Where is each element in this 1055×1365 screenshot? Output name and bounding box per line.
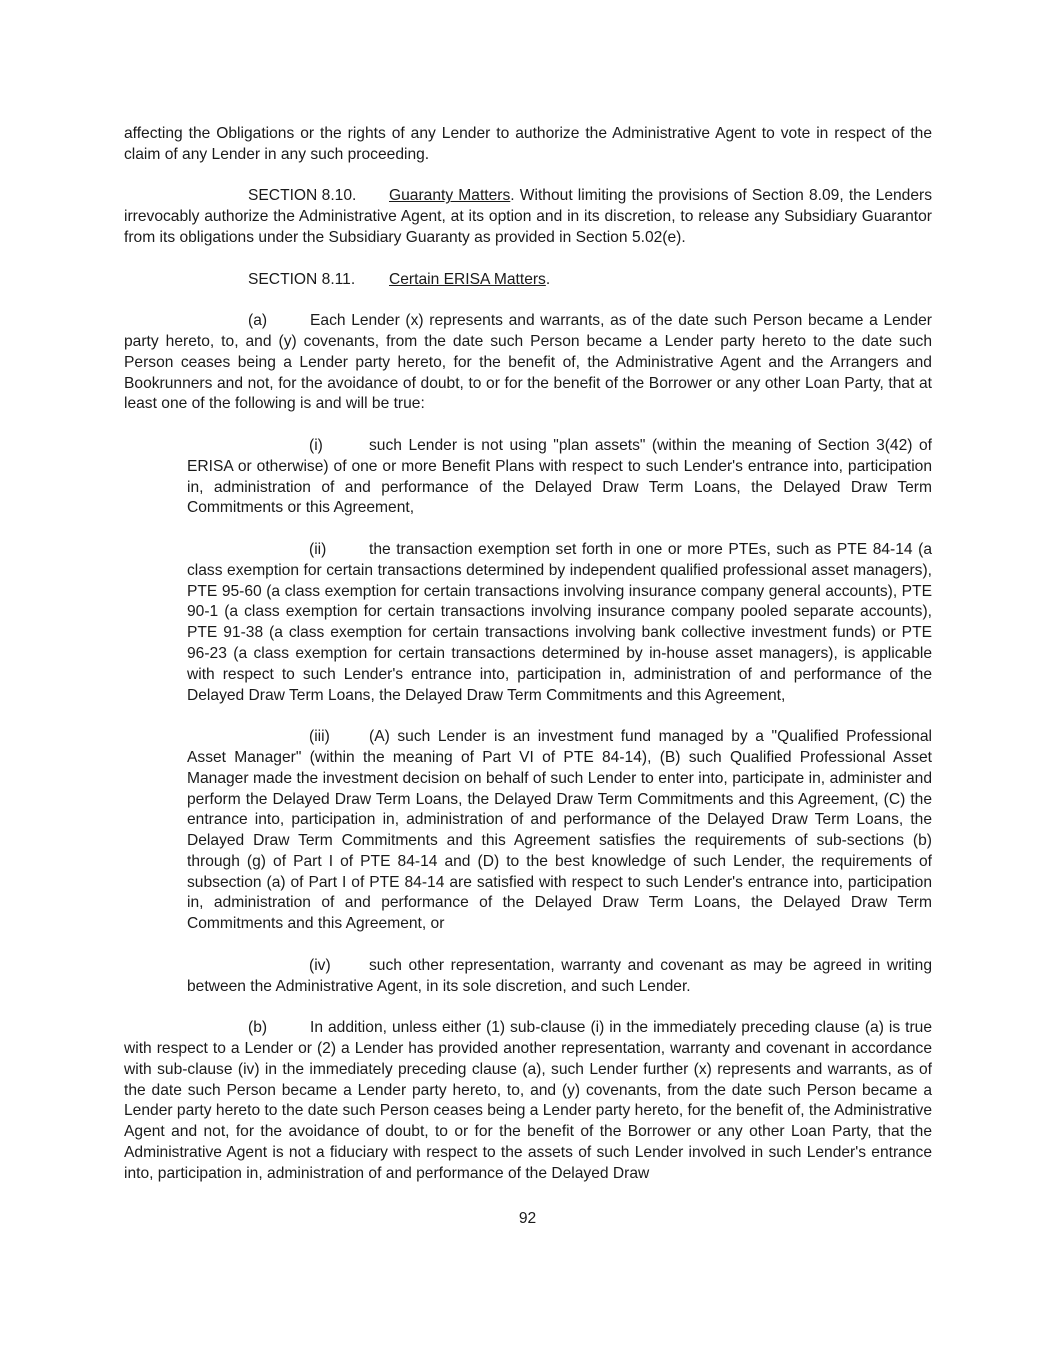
section-8-11-title-period: . (545, 270, 551, 288)
continuation-paragraph: affecting the Obligations or the rights of any Lender to authorize the Administrative Agent to vote in respect of the claim of any Lender in any such proceeding. (124, 125, 932, 163)
section-8-11-heading (124, 270, 932, 291)
paragraph-a-label: (a) (248, 312, 268, 330)
clause-iv-label: (iv) (309, 956, 331, 974)
clause-iii (187, 727, 932, 935)
section-8-11-title: Certain ERISA Matters (389, 270, 546, 288)
clause-i-label: (i) (309, 436, 323, 454)
clause-ii-label: (ii) (309, 540, 327, 558)
section-8-11-number: SECTION 8.11. (248, 270, 356, 288)
clause-ii (187, 540, 932, 706)
section-8-10-title: Guaranty Matters (389, 187, 511, 205)
document-body (124, 124, 932, 1185)
clause-i-text: such Lender is not using "plan assets" (within the meaning of Section 3(42) of ERISA or otherwise) of one or more Benefit Plans with respect to such Lender's entrance into, participation in, administration of and performance of the Delayed Draw Term Loans, the Delayed Draw Term Commitments or this Agreement, (187, 436, 932, 517)
clause-ii-text: the transaction exemption set forth in one or more PTEs, such as PTE 84-14 (a class exemption for certain transactions determined by independent qualified professional asset managers), PTE 95-60 (a class exemption for certain transactions involving insurance company general accounts), PTE 90-1 (a class exemption for certain transactions involving insurance company pooled separate accounts), PTE 91-38 (a class exemption for certain transactions involving bank collective investment funds) or PTE 96-23 (a class exemption for certain transactions determined by in-house asset managers), is applicable with respect to such Lender's entrance into, participation in, administration of and performance of the Delayed Draw Term Loans, the Delayed Draw Term Commitments and this Agreement, (187, 540, 932, 704)
paragraph-b (124, 1018, 932, 1184)
clause-iv (187, 956, 932, 998)
section-8-10-paragraph (124, 186, 932, 248)
clause-iv-text: such other representation, warranty and covenant as may be agreed in writing between the Administrative Agent, in its sole discretion, and such Lender. (187, 956, 932, 995)
page-number: 92 (518, 1210, 537, 1227)
section-8-10-text: Without limiting the provisions of Section 8.09, the Lenders irrevocably authorize the Administrative Agent, at its option and in its discretion, to release any Subsidiary Guarantor from its obligations under the Subsidiary Guaranty as provided in Section 5.02(e). (124, 187, 933, 246)
section-8-10-number: SECTION 8.10. (248, 187, 357, 205)
paragraph-b-label: (b) (248, 1019, 268, 1037)
clause-iii-text: (A) such Lender is an investment fund managed by a "Qualified Professional Asset Manager" (within the meaning of Part VI of PTE 84-14), (B) such Qualified Professional Asset Manager made the investment decision on behalf of such Lender to enter into, participate in, administer and perform the Delayed Draw Term Loans, the Delayed Draw Term Commitments and this Agreement, (C) the entrance into, participation in, administration of and performance of the Delayed Draw Term Loans, the Delayed Draw Term Commitments and this Agreement satisfies the requirements of sub-sections (b) through (g) of Part I of PTE 84-14 and (D) to the best knowledge of such Lender, the requirements of subsection (a) of Part I of PTE 84-14 are satisfied with respect to such Lender's entrance into, participation in, administration of and performance of the Delayed Draw Term Loans, the Delayed Draw Term Commitments and this Agreement, or (187, 728, 932, 933)
clause-iii-label: (iii) (309, 728, 330, 746)
section-8-10-title-period: . (510, 187, 515, 205)
paragraph-a-text: Each Lender (x) represents and warrants, as of the date such Person became a Lender party hereto, to, and (y) covenants, from the date such Person became a Lender party hereto to the date such Person ceases being a Lender party hereto, for the benefit of, the Administrative Agent and the Arrangers and Bookrunners and not, for the avoidance of doubt, to or for the benefit of the Borrower or any other Loan Party, that at least one of the following is and will be true: (124, 312, 932, 413)
paragraph-a (124, 311, 932, 415)
paragraph-b-text: In addition, unless either (1) sub-clause (i) in the immediately preceding clause (a) is true with respect to a Lender or (2) a Lender has provided another representation, warranty and covenant in accordance with sub-clause (iv) in the immediately preceding clause (a), such Lender further (x) represents and warrants, as of the date such Person became a Lender party hereto, to, and (y) covenants, from the date such Person became a Lender party hereto to the date such Person ceases being a Lender party hereto, for the benefit of, the Administrative Agent and not, for the avoidance of doubt, to or for the benefit of the Borrower or any other Loan Party, that the Administrative Agent is not a fiduciary with respect to the assets of such Lender involved in such Lender's entrance into, participation in, administration of and performance of the Delayed Draw (124, 1019, 932, 1182)
clause-i (187, 436, 932, 519)
